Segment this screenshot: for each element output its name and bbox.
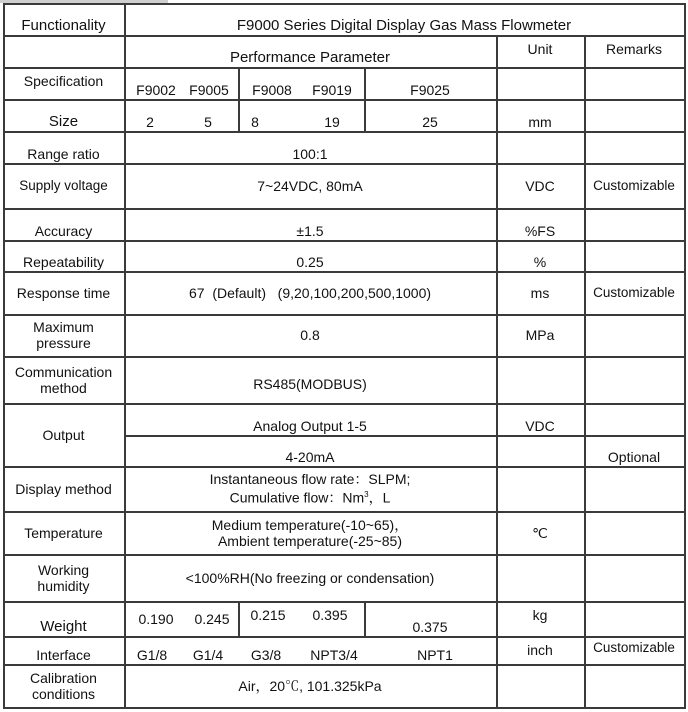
repeatability-unit [496, 240, 584, 271]
row-label-text: Weight [40, 618, 87, 635]
remarks-text: Customizable [593, 177, 675, 193]
maximum-pressure-unit [496, 314, 584, 356]
value-text: 0.8 [300, 327, 320, 343]
interface-remarks [584, 634, 684, 662]
interface-value: G1/8 [136, 647, 168, 663]
output-current-value [124, 435, 496, 466]
remarks-text: Customizable [593, 640, 675, 655]
temperature-value [124, 511, 496, 554]
value-text: <100%RH(No freezing or condensation) [185, 569, 435, 586]
value-text-part: ，L [368, 489, 391, 506]
value-text: 67 (Default) (9,20,100,200,500,1000) [188, 284, 432, 301]
row-label-working-humidity [3, 554, 124, 601]
interface-value-cell [380, 636, 490, 664]
supply-voltage-remarks [584, 163, 684, 208]
weight-value-cell [242, 601, 294, 636]
interface-value: NPT1 [417, 647, 453, 663]
unit-text: inch [527, 642, 553, 658]
row-label-range-ratio [3, 131, 124, 163]
value-text: Medium temperature(-10~65)， [211, 516, 409, 533]
row-label-text: Supply voltage [19, 177, 108, 193]
row-label-size [3, 99, 124, 131]
row-label-response-time [3, 271, 124, 314]
row-label-text: Communication [14, 363, 113, 380]
weight-value-cell [364, 601, 496, 636]
size-value-cell [312, 99, 352, 131]
value-text: Ambient temperature(-25~85) [217, 532, 403, 549]
weight-unit [496, 601, 584, 636]
spec-model: F9019 [312, 82, 352, 98]
row-label-maximum-pressure [3, 314, 124, 356]
interface-value: NPT3/4 [310, 647, 358, 663]
row-label-text: Range ratio [27, 146, 100, 162]
functionality-label [3, 3, 124, 35]
grid-line [124, 3, 126, 709]
row-label-output [3, 403, 124, 466]
size-value-cell [130, 99, 170, 131]
spec-model-cell [242, 67, 302, 99]
value-text: Instantaneous flow rate：SLPM; [209, 471, 411, 488]
unit-text: mm [528, 114, 552, 130]
size-value-cell [188, 99, 228, 131]
functionality-text: Functionality [21, 17, 106, 34]
row-label-text: Calibration [30, 670, 97, 686]
row-label-text: Specification [23, 73, 104, 89]
value-text: Analog Output 1-5 [253, 418, 367, 434]
value-text: 4-20mA [285, 449, 335, 465]
spec-model-cell [304, 67, 360, 99]
spec-model: F9005 [189, 82, 229, 98]
supply-voltage-value [124, 163, 496, 208]
row-label-text: method [40, 379, 87, 396]
unit-text: ℃ [532, 524, 548, 541]
spec-model-cell [364, 67, 496, 99]
temperature-unit [496, 511, 584, 554]
interface-value-cell [304, 636, 364, 664]
accuracy-unit [496, 208, 584, 240]
size-value: 2 [146, 114, 154, 130]
weight-value-cell [302, 601, 358, 636]
unit-header-text: Unit [527, 41, 553, 57]
row-label-text: Temperature [24, 524, 103, 541]
interface-value: G1/4 [192, 647, 224, 663]
calibration-conditions-value [124, 664, 496, 708]
output-current-remarks [584, 435, 684, 466]
grid-line [584, 35, 586, 709]
weight-value: 0.245 [194, 610, 230, 627]
remarks-header [584, 35, 684, 67]
value-text: RS485(MODBUS) [253, 375, 367, 392]
size-value-cell [240, 99, 270, 131]
output-analog-unit [496, 403, 584, 435]
weight-value: 0.375 [412, 619, 448, 635]
weight-value-cell [186, 601, 238, 636]
unit-text: %FS [524, 223, 556, 239]
value-text: 100:1 [292, 146, 328, 162]
weight-value: 0.190 [138, 610, 174, 627]
row-label-repeatability [3, 240, 124, 271]
row-label-communication-method [3, 356, 124, 403]
remarks-header-text: Remarks [605, 41, 662, 57]
weight-value: 0.395 [312, 607, 348, 623]
display-method-value [124, 466, 496, 511]
value-text-part: Cumulative flow：Nm [229, 489, 365, 506]
row-label-text: pressure [36, 335, 91, 351]
unit-header [496, 35, 584, 67]
interface-value-cell [186, 636, 230, 664]
interface-value-cell [244, 636, 288, 664]
interface-value: G3/8 [250, 647, 282, 663]
response-time-remarks [584, 271, 684, 314]
range-ratio-value [124, 131, 496, 163]
value-text: 7~24VDC, 80mA [257, 177, 363, 194]
output-analog-value [124, 403, 496, 435]
superscript: 3 [364, 490, 369, 500]
row-label-supply-voltage [3, 163, 124, 208]
row-label-display-method [3, 466, 124, 511]
size-value: 8 [251, 114, 259, 130]
spec-model: F9008 [252, 82, 292, 98]
unit-text: kg [532, 607, 548, 623]
row-label-accuracy [3, 208, 124, 240]
response-time-unit [496, 271, 584, 314]
grid-line [238, 601, 240, 636]
working-humidity-value [124, 554, 496, 601]
row-label-text: Working [37, 561, 90, 578]
spec-model: F9025 [410, 82, 450, 98]
unit-text: ms [530, 284, 550, 301]
value-text: ±1.5 [296, 223, 324, 239]
spec-model-cell [130, 67, 182, 99]
accuracy-value [124, 208, 496, 240]
performance-parameter-header [124, 35, 496, 67]
unit-text: VDC [525, 177, 555, 194]
row-label-text: Size [48, 113, 79, 130]
spec-model-cell [182, 67, 236, 99]
row-label-weight [3, 601, 124, 636]
unit-text: % [533, 254, 547, 270]
performance-parameter-text: Performance Parameter [229, 49, 391, 66]
row-label-text: Display method [15, 480, 112, 497]
maximum-pressure-value [124, 314, 496, 356]
size-value-cell [364, 99, 496, 131]
row-label-text: conditions [31, 686, 96, 702]
row-label-text: Accuracy [34, 223, 93, 239]
weight-value: 0.215 [250, 607, 286, 623]
row-label-temperature [3, 511, 124, 554]
row-label-text: Output [42, 426, 85, 443]
unit-text: MPa [525, 327, 555, 343]
value-text: Air，20℃, 101.325kPa [238, 678, 382, 694]
value-text [230, 487, 391, 506]
size-value: 25 [422, 114, 438, 130]
size-unit [496, 99, 584, 131]
row-label-text: humidity [37, 577, 90, 594]
table-title-text: F9000 Series Digital Display Gas Mass Flowmeter [236, 17, 572, 34]
interface-unit [496, 636, 584, 664]
interface-value-cell [130, 636, 174, 664]
row-label-text: Repeatability [23, 254, 104, 270]
grid-line [684, 3, 686, 709]
row-label-specification [3, 67, 124, 99]
size-value: 5 [204, 114, 212, 130]
table-title [124, 3, 684, 35]
row-label-calibration-conditions [3, 664, 124, 708]
response-time-value [124, 271, 496, 314]
value-text: 0.25 [296, 254, 324, 270]
spec-model: F9002 [136, 82, 176, 98]
weight-value-cell [130, 601, 182, 636]
repeatability-value [124, 240, 496, 271]
unit-text: VDC [525, 418, 555, 434]
communication-method-value [124, 360, 496, 407]
row-label-text: Interface [36, 647, 91, 663]
size-value: 19 [324, 114, 340, 130]
row-label-text: Maximum [33, 319, 94, 335]
row-label-interface [3, 636, 124, 664]
remarks-text: Customizable [593, 284, 675, 300]
row-label-text: Response time [16, 284, 111, 301]
remarks-text: Optional [607, 449, 661, 465]
supply-voltage-unit [496, 163, 584, 208]
